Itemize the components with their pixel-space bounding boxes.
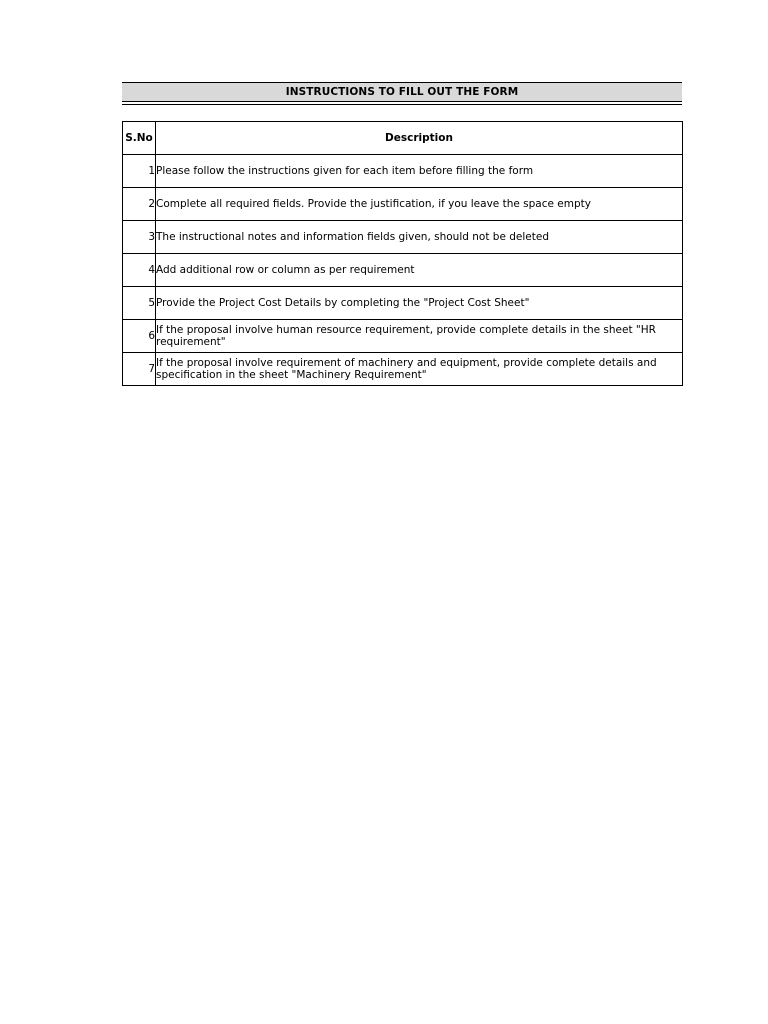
row-sno: 7: [123, 353, 156, 386]
title-double-underline: [122, 104, 682, 105]
table-row: [123, 353, 683, 386]
row-description: If the proposal involve requirement of machinery and equipment, provide complete details and specification in the sheet "Machinery Requirement": [156, 353, 683, 386]
form-title-bar: [122, 82, 682, 102]
header-description: Description: [156, 122, 683, 155]
row-sno: 4: [123, 254, 156, 287]
row-sno: 1: [123, 155, 156, 188]
table-row: [123, 287, 683, 320]
table-row: [123, 188, 683, 221]
table-row: [123, 155, 683, 188]
instructions-table: [122, 121, 683, 386]
row-description: Complete all required fields. Provide the justification, if you leave the space empty: [156, 188, 683, 221]
row-description: The instructional notes and information fields given, should not be deleted: [156, 221, 683, 254]
header-sno: S.No: [123, 122, 156, 155]
row-sno: 5: [123, 287, 156, 320]
row-sno: 3: [123, 221, 156, 254]
row-description: Add additional row or column as per requirement: [156, 254, 683, 287]
table-header-row: [123, 122, 683, 155]
table-row: [123, 254, 683, 287]
row-sno: 2: [123, 188, 156, 221]
table-row: [123, 221, 683, 254]
table-row: [123, 320, 683, 353]
row-description: Provide the Project Cost Details by completing the "Project Cost Sheet": [156, 287, 683, 320]
form-title: INSTRUCTIONS TO FILL OUT THE FORM: [285, 86, 519, 98]
row-description: Please follow the instructions given for each item before filling the form: [156, 155, 683, 188]
row-sno: 6: [123, 320, 156, 353]
row-description: If the proposal involve human resource requirement, provide complete details in the sheet "HR requirement": [156, 320, 683, 353]
instructions-sheet: [122, 82, 682, 386]
